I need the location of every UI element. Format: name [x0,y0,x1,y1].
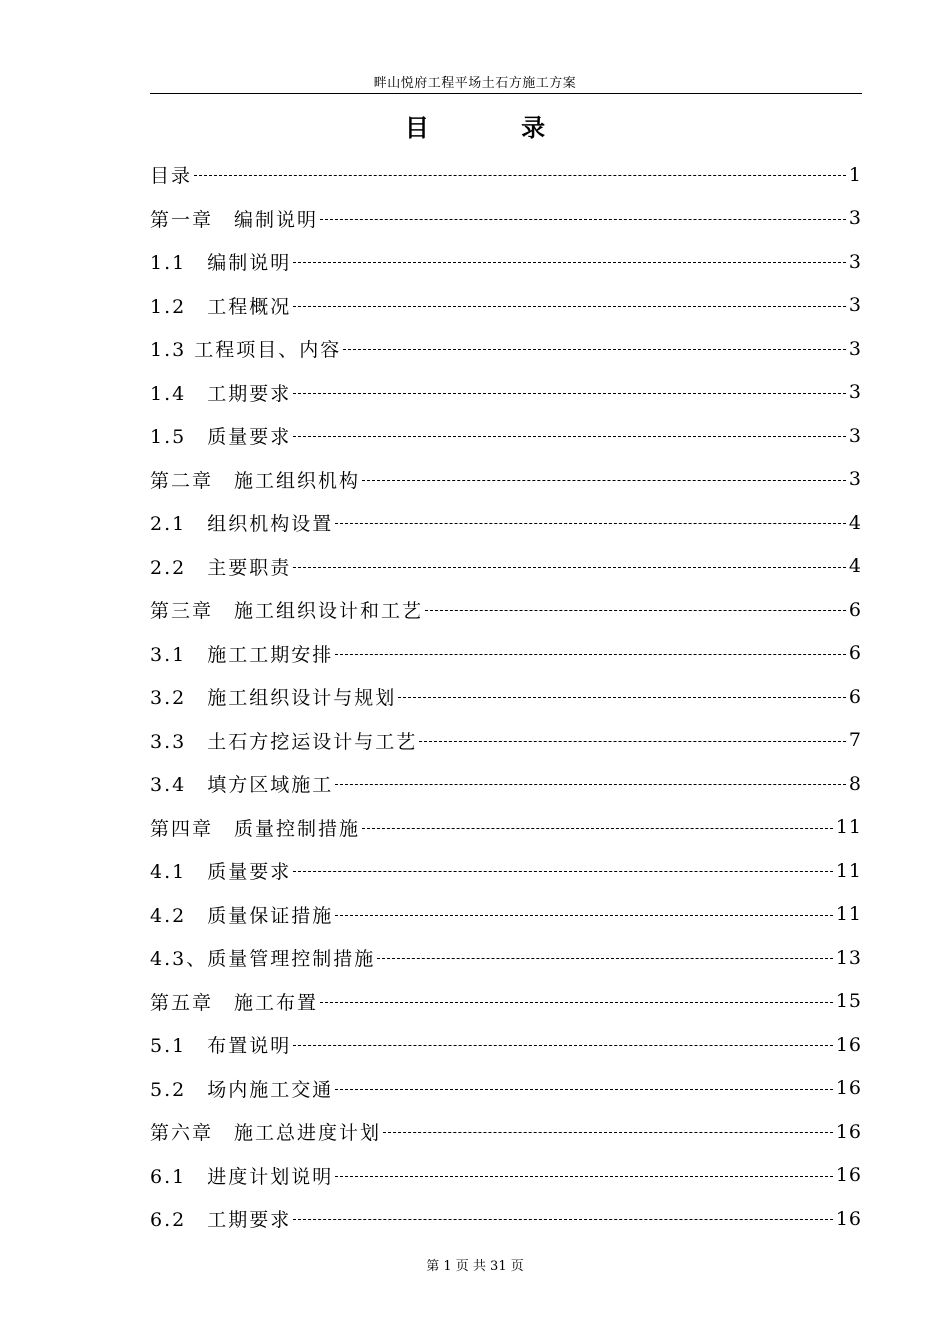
toc-entry-page: 1 [848,163,862,186]
toc-dot-leader [335,784,846,785]
toc-entry[interactable] [150,414,862,458]
toc-dot-leader [293,1219,833,1220]
toc-entry[interactable] [150,1197,862,1241]
toc-entry[interactable] [150,806,862,850]
toc-entry-page: 16 [835,1207,862,1230]
toc-dot-leader [398,697,846,698]
toc-entry-page: 6 [848,642,862,665]
toc-entry-page: 4 [848,555,862,578]
toc-entry-label: 1.4 工期要求 [150,382,292,405]
toc-entry-label: 2.1 组织机构设置 [150,513,334,536]
toc-entry-label: 第一章 编制说明 [150,208,319,231]
toc-dot-leader [362,480,846,481]
table-of-contents [150,153,862,1241]
toc-title: 目 录 [404,113,588,142]
toc-entry[interactable] [150,1067,862,1111]
toc-dot-leader [293,567,846,568]
toc-dot-leader [383,1132,833,1133]
toc-dot-leader [343,349,846,350]
toc-dot-leader [293,871,833,872]
toc-entry-page: 6 [848,685,862,708]
toc-entry-page: 16 [835,1077,862,1100]
toc-dot-leader [362,828,833,829]
toc-entry[interactable] [150,284,862,328]
toc-entry-label: 4.1 质量要求 [150,861,292,884]
toc-entry[interactable] [150,719,862,763]
toc-dot-leader [293,436,846,437]
toc-entry-page: 3 [848,337,862,360]
toc-entry-label: 1.2 工程概况 [150,295,292,318]
toc-entry-label: 第四章 质量控制措施 [150,817,361,840]
toc-dot-leader [425,610,846,611]
toc-dot-leader [335,1089,833,1090]
toc-dot-leader [194,175,846,176]
toc-entry[interactable] [150,371,862,415]
toc-entry-label: 第六章 施工总进度计划 [150,1122,382,1145]
toc-entry[interactable] [150,458,862,502]
toc-entry[interactable] [150,936,862,980]
toc-dot-leader [293,262,846,263]
toc-dot-leader [335,1176,833,1177]
toc-entry-label: 1.3 工程项目、内容 [150,339,342,362]
toc-entry-label: 第二章 施工组织机构 [150,469,361,492]
toc-entry[interactable] [150,501,862,545]
toc-entry[interactable] [150,1154,862,1198]
header-divider [150,93,862,94]
toc-entry-page: 16 [835,1033,862,1056]
toc-dot-leader [320,219,846,220]
toc-entry-label: 1.1 编制说明 [150,252,292,275]
toc-entry-page: 16 [835,1164,862,1187]
page-header: 畔山悦府工程平场土石方施工方案 [373,76,577,91]
toc-dot-leader [335,654,846,655]
toc-entry-label: 4.2 质量保证措施 [150,904,334,927]
toc-entry-label: 第五章 施工布置 [150,991,319,1014]
toc-entry[interactable] [150,980,862,1024]
toc-dot-leader [419,741,846,742]
toc-entry[interactable] [150,1023,862,1067]
toc-entry[interactable] [150,632,862,676]
toc-entry-label: 3.2 施工组织设计与规划 [150,687,397,710]
toc-entry-page: 11 [835,903,862,926]
toc-entry-page: 4 [848,511,862,534]
toc-entry-label: 3.1 施工工期安排 [150,643,334,666]
toc-entry[interactable] [150,240,862,284]
toc-entry-page: 6 [848,598,862,621]
toc-entry-label: 3.3 土石方挖运设计与工艺 [150,730,418,753]
toc-entry-label: 6.1 进度计划说明 [150,1165,334,1188]
toc-entry-page: 3 [848,294,862,317]
toc-entry[interactable] [150,588,862,632]
toc-entry-page: 16 [835,1120,862,1143]
toc-entry-page: 3 [848,381,862,404]
toc-entry-page: 8 [848,772,862,795]
toc-dot-leader [293,393,846,394]
toc-entry[interactable] [150,1110,862,1154]
toc-entry-label: 4.3、质量管理控制措施 [150,948,376,971]
toc-entry-label: 5.1 布置说明 [150,1035,292,1058]
toc-entry-page: 11 [835,816,862,839]
toc-entry-label: 3.4 填方区域施工 [150,774,334,797]
toc-entry-label: 5.2 场内施工交通 [150,1078,334,1101]
toc-entry-label: 目录 [150,165,193,188]
toc-entry[interactable] [150,197,862,241]
toc-dot-leader [335,523,846,524]
toc-entry-page: 7 [848,729,862,752]
toc-dot-leader [293,1045,833,1046]
toc-entry-label: 2.2 主要职责 [150,556,292,579]
toc-entry[interactable] [150,849,862,893]
toc-dot-leader [377,958,833,959]
toc-entry-page: 3 [848,207,862,230]
toc-dot-leader [335,915,833,916]
page-number-footer: 第 1 页 共 31 页 [426,1259,524,1274]
toc-entry[interactable] [150,893,862,937]
toc-entry-page: 3 [848,468,862,491]
toc-entry[interactable] [150,762,862,806]
toc-entry[interactable] [150,153,862,197]
toc-entry[interactable] [150,327,862,371]
toc-entry-label: 6.2 工期要求 [150,1209,292,1232]
toc-entry[interactable] [150,545,862,589]
toc-entry-page: 3 [848,424,862,447]
toc-entry-label: 第三章 施工组织设计和工艺 [150,600,424,623]
toc-entry-page: 13 [835,946,862,969]
toc-entry-label: 1.5 质量要求 [150,426,292,449]
toc-dot-leader [293,306,846,307]
toc-entry-page: 3 [848,250,862,273]
toc-entry-page: 11 [835,859,862,882]
toc-dot-leader [320,1002,833,1003]
toc-entry[interactable] [150,675,862,719]
toc-entry-page: 15 [835,990,862,1013]
